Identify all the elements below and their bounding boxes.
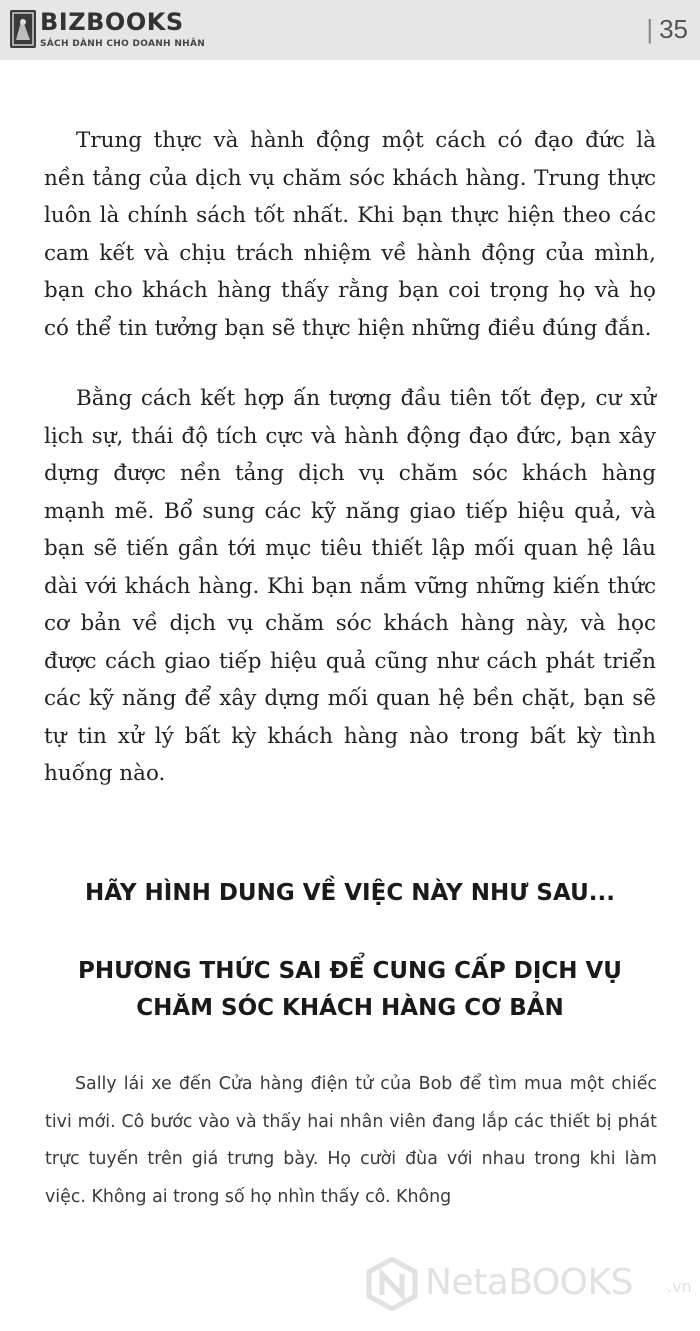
paragraph-text: Trung thực và hành động một cách có đạo đức là nền tảng của dịch vụ chăm sóc khách hàng. Trung thực luôn là chính sách tốt nhất. Khi bạn thực hiện theo các cam kết và chịu trách nhiệm về hành động của mình, bạn cho khách hàng thấy rằng bạn coi trọng họ và họ có thể tin tưởng bạn sẽ thực hiện những điều đúng đắn. xyxy=(44,128,656,341)
page-number-separator: | xyxy=(646,14,654,44)
netabooks-logo-icon xyxy=(365,1257,419,1311)
body-paragraph-2 xyxy=(44,380,656,793)
bizbooks-logo xyxy=(10,8,206,54)
section-heading: HÃY HÌNH DUNG VỀ VIỆC NÀY NHƯ SAU... xyxy=(85,880,615,906)
body-paragraph-1 xyxy=(44,122,656,347)
subsection-heading: PHƯƠNG THỨC SAI ĐỂ CUNG CẤP DỊCH VỤ CHĂM SÓC KHÁCH HÀNG CƠ BẢN xyxy=(77,958,622,1021)
watermark-text: NetaBOOKS xyxy=(425,1262,633,1303)
story-paragraph xyxy=(45,1066,657,1216)
paragraph-text: Bằng cách kết hợp ấn tượng đầu tiên tốt đẹp, cư xử lịch sự, thái độ tích cực và hành động đạo đức, bạn xây dựng được nền tảng dịch vụ chăm sóc khách hàng mạnh mẽ. Bổ sung các kỹ năng giao tiếp hiệu quả, và bạn sẽ tiến gần tới mục tiêu thiết lập mối quan hệ lâu dài với khách hàng. Khi bạn nắm vững những kiến thức cơ bản về dịch vụ chăm sóc khách hàng này, và học được cách giao tiếp hiệu quả cũng như cách phát triển các kỹ năng để xây dựng mối quan hệ bền chặt, bạn sẽ tự tin xử lý bất kỳ khách hàng nào trong bất kỳ tình huống nào. xyxy=(44,386,656,786)
logo-tagline: SÁCH DÀNH CHO DOANH NHÂN xyxy=(40,39,206,49)
netabooks-watermark xyxy=(365,1255,695,1315)
page-number xyxy=(646,14,688,44)
page-number-value: 35 xyxy=(659,14,688,44)
bizbooks-logo-icon xyxy=(10,10,36,48)
page-header xyxy=(0,0,700,60)
logo-title: BIZBOOKS xyxy=(40,8,184,36)
watermark-suffix: .vn xyxy=(667,1277,692,1296)
story-text: Sally lái xe đến Cửa hàng điện tử của Bob để tìm mua một chiếc tivi mới. Cô bước vào và thấy hai nhân viên đang lắp các thiết bị phát trực tuyến trên giá trưng bày. Họ cười đùa với nhau trong khi làm việc. Không ai trong số họ nhìn thấy cô. Không xyxy=(45,1074,657,1207)
